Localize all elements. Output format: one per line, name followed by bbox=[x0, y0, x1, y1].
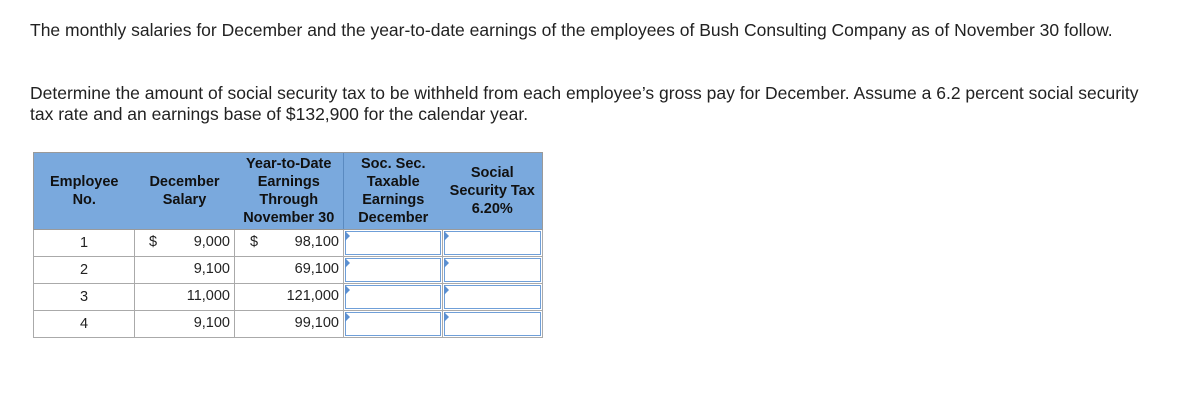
employee-number-cell: 4 bbox=[34, 311, 135, 338]
header-line: Social bbox=[470, 165, 514, 181]
header-taxable-earnings bbox=[344, 153, 443, 230]
taxable-earnings-input[interactable] bbox=[345, 285, 441, 309]
currency-symbol: $ bbox=[250, 234, 259, 250]
taxable-earnings-input[interactable] bbox=[345, 312, 441, 336]
social-security-tax-input[interactable] bbox=[444, 312, 541, 336]
input-marker-icon bbox=[444, 231, 449, 241]
input-marker-icon bbox=[345, 312, 350, 322]
social-security-tax-input[interactable] bbox=[444, 285, 541, 309]
ytd-cell bbox=[235, 284, 344, 311]
taxable-earnings-input[interactable] bbox=[345, 231, 441, 255]
table-row bbox=[34, 230, 543, 257]
input-marker-icon bbox=[345, 285, 350, 295]
social-security-tax-input[interactable] bbox=[444, 258, 541, 282]
social-security-tax-cell bbox=[443, 284, 543, 311]
header-line: Salary bbox=[162, 192, 207, 208]
input-marker-icon bbox=[345, 258, 350, 268]
problem-intro-text: The monthly salaries for December and the year-to-date earnings of the employees of Bush Consulting Company as of November 30 follow. bbox=[30, 20, 1113, 40]
header-line: Taxable bbox=[366, 174, 420, 190]
currency-symbol: $ bbox=[149, 234, 158, 250]
header-social-security-tax bbox=[443, 153, 543, 230]
salary-amount: 9,100 bbox=[193, 261, 230, 277]
header-ytd-earnings bbox=[235, 153, 344, 230]
header-line: December bbox=[358, 210, 429, 226]
input-marker-icon bbox=[345, 231, 350, 241]
social-security-tax-cell bbox=[443, 257, 543, 284]
header-line: Soc. Sec. bbox=[361, 156, 426, 172]
ytd-amount: 98,100 bbox=[294, 234, 339, 250]
ytd-cell bbox=[235, 311, 344, 338]
taxable-earnings-cell bbox=[344, 284, 443, 311]
payroll-table bbox=[33, 152, 543, 338]
input-marker-icon bbox=[444, 258, 449, 268]
taxable-earnings-cell bbox=[344, 311, 443, 338]
table-header-row bbox=[34, 153, 543, 230]
table-row bbox=[34, 284, 543, 311]
header-line: Through bbox=[259, 192, 319, 208]
header-line: November 30 bbox=[243, 210, 335, 226]
header-employee-no bbox=[34, 153, 135, 230]
taxable-earnings-cell bbox=[344, 257, 443, 284]
problem-instruction-text: Determine the amount of social security tax to be withheld from each employee’s gross pay for December. Assume a 6.2 percent social security tax rate and an earnings base of $132,900 for the calendar year. bbox=[30, 83, 1139, 124]
ytd-amount: 99,100 bbox=[294, 315, 339, 331]
ytd-cell bbox=[235, 257, 344, 284]
social-security-tax-cell bbox=[443, 311, 543, 338]
ytd-amount: 69,100 bbox=[294, 261, 339, 277]
header-december-salary bbox=[135, 153, 235, 230]
salary-cell bbox=[135, 284, 235, 311]
taxable-earnings-cell bbox=[344, 230, 443, 257]
ytd-amount: 121,000 bbox=[286, 288, 339, 304]
taxable-earnings-input[interactable] bbox=[345, 258, 441, 282]
table-row bbox=[34, 257, 543, 284]
header-line: Earnings bbox=[257, 174, 320, 190]
salary-cell bbox=[135, 230, 235, 257]
header-line: Security Tax bbox=[449, 183, 535, 199]
header-line: Earnings bbox=[362, 192, 425, 208]
salary-amount: 11,000 bbox=[186, 288, 230, 304]
employee-number-cell: 2 bbox=[34, 257, 135, 284]
table-row bbox=[34, 311, 543, 338]
ytd-cell bbox=[235, 230, 344, 257]
salary-amount: 9,000 bbox=[193, 234, 230, 250]
employee-number-cell: 1 bbox=[34, 230, 135, 257]
input-marker-icon bbox=[444, 312, 449, 322]
header-line: No. bbox=[72, 192, 96, 208]
social-security-tax-input[interactable] bbox=[444, 231, 541, 255]
salary-amount: 9,100 bbox=[193, 315, 230, 331]
social-security-tax-cell bbox=[443, 230, 543, 257]
salary-cell bbox=[135, 311, 235, 338]
header-line: Employee bbox=[50, 174, 119, 190]
salary-cell bbox=[135, 257, 235, 284]
header-line: 6.20% bbox=[471, 201, 513, 217]
input-marker-icon bbox=[444, 285, 449, 295]
header-line: December bbox=[149, 174, 220, 190]
employee-number-cell: 3 bbox=[34, 284, 135, 311]
header-line: Year-to-Date bbox=[246, 156, 332, 172]
